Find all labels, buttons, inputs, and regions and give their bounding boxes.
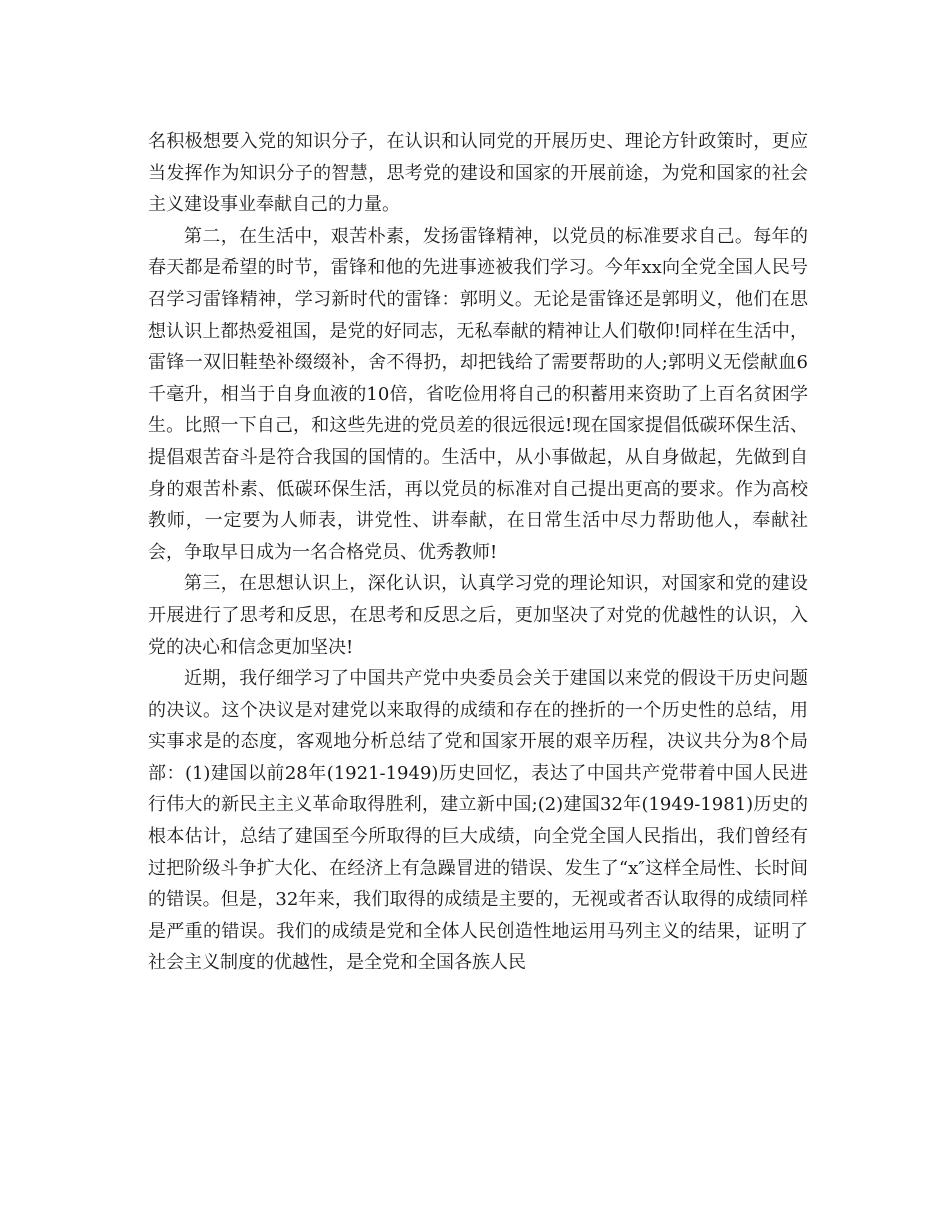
paragraph-second-point: 第二，在生活中，艰苦朴素，发扬雷锋精神，以党员的标准要求自己。每年的春天都是希望的时节，雷锋和他的先进事迹被我们学习。今年xx向全党全国人民号召学习雷锋精神，学习新时代的雷锋：郭明义。无论是雷锋还是郭明义，他们在思想认识上都热爱祖国，是党的好同志，无私奉献的精神让人们敬仰!同样在生活中，雷锋一双旧鞋垫补缀缀补，舍不得扔，却把钱给了需要帮助的人;郭明义无偿献血6千毫升，相当于自身血液的10倍，省吃俭用将自己的积蓄用来资助了上百名贫困学生。比照一下自己，和这些先进的党员差的很远很远!现在国家提倡低碳环保生活、提倡艰苦奋斗是符合我国的国情的。生活中，从小事做起，从自身做起，先做到自身的艰苦朴素、低碳环保生活，再以党员的标准对自己提出更高的要求。作为高校教师，一定要为人师表，讲党性、讲奉献，在日常生活中尽力帮助他人，奉献社会，争取早日成为一名合格党员、优秀教师!: [148, 225, 808, 563]
paragraph-third-point: 第三，在思想认识上，深化认识，认真学习党的理论知识，对国家和党的建设开展进行了思考和反思，在思考和反思之后，更加坚决了对党的优越性的认识，入党的决心和信念更加坚决!: [148, 573, 808, 658]
paragraph-resolution-study: 近期，我仔细学习了中国共产党中央委员会关于建国以来党的假设干历史问题的决议。这个决议是对建党以来取得的成绩和存在的挫折的一个历史性的总结，用实事求是的态度，客观地分析总结了党和国家开展的艰辛历程，决议共分为8个局部：(1)建国以前28年(1921-1949)历史回忆，表达了中国共产党带着中国人民进行伟大的新民主主义革命取得胜利，建立新中国;(2)建国32年(1949-1981)历史的根本估计，总结了建国至今所取得的巨大成绩，向全党全国人民指出，我们曾经有过把阶级斗争扩大化、在经济上有急躁冒进的错误、发生了“x″这样全局性、长时间的错误。但是，32年来，我们取得的成绩是主要的，无视或者否认取得的成绩同样是严重的错误。我们的成绩是党和全体人民创造性地运用马列主义的结果，证明了社会主义制度的优越性，是全党和全国各族人民: [148, 668, 808, 974]
paragraph-continuation: 名积极想要入党的知识分子，在认识和认同党的开展历史、理论方针政策时，更应当发挥作为知识分子的智慧，思考党的建设和国家的开展前途，为党和国家的社会主义建设事业奉献自己的力量。: [148, 131, 808, 216]
document-body: [148, 126, 808, 979]
